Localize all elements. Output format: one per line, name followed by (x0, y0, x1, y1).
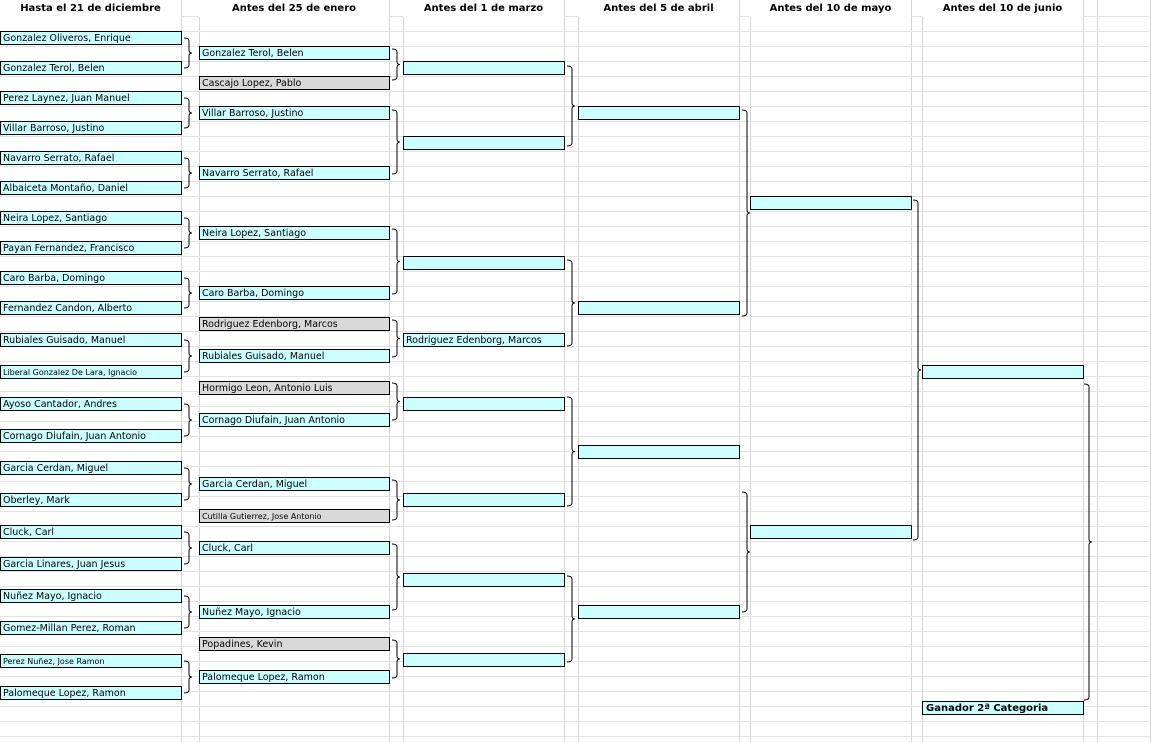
bracket-connector (184, 532, 192, 564)
bracket-connector (392, 49, 400, 80)
header-round-4: Antes del 5 de abril (578, 0, 739, 17)
bracket-connector (392, 544, 400, 610)
r1-player-cell[interactable]: Nuñez Mayo, Ignacio (0, 589, 182, 603)
bracket-connector (184, 218, 192, 248)
bracket-connector (742, 492, 750, 612)
r2-player-cell[interactable]: Palomeque Lopez, Ramon (199, 670, 390, 684)
r2-player-cell[interactable]: Caro Barba, Domingo (199, 286, 390, 300)
bracket-connector (567, 260, 575, 346)
r2-player-cell[interactable]: Nuñez Mayo, Ignacio (199, 605, 390, 619)
r2-player-cell[interactable]: Rubiales Guisado, Manuel (199, 349, 390, 363)
bracket-connector (567, 66, 575, 146)
r1-player-cell[interactable]: Caro Barba, Domingo (0, 271, 182, 285)
r1-player-cell[interactable]: Albaiceta Montaño, Daniel (0, 181, 182, 195)
header-round-3: Antes del 1 de marzo (403, 0, 564, 17)
r1-player-cell[interactable]: Gonzalez Oliveros, Enrique (0, 31, 182, 45)
header-round-5: Antes del 10 de mayo (750, 0, 911, 17)
bracket-connector (184, 98, 192, 128)
bracket-connector (184, 158, 192, 188)
r1-player-cell[interactable]: Rubiales Guisado, Manuel (0, 333, 182, 347)
r1-player-cell[interactable]: Fernandez Candon, Alberto (0, 301, 182, 315)
bracket-connector (567, 397, 575, 506)
header-round-6: Antes del 10 de junio (922, 0, 1083, 17)
bracket-connector (392, 383, 400, 420)
r1-player-cell[interactable]: Garcia Linares, Juan Jesus (0, 557, 182, 571)
r2-player-cell[interactable]: Navarro Serrato, Rafael (199, 166, 390, 180)
bracket-connector (184, 404, 192, 436)
header-round-2: Antes del 25 de enero (199, 0, 389, 17)
bracket-connector (742, 110, 750, 316)
bracket-connector (184, 661, 192, 693)
r1-player-cell[interactable]: Ayoso Cantador, Andres (0, 397, 182, 411)
r2-bye-cell[interactable]: Popadines, Kevin (199, 637, 390, 651)
r2-bye-cell[interactable]: Hormigo Leon, Antonio Luis (199, 381, 390, 395)
bracket-connector (184, 340, 192, 372)
bracket-connector (184, 468, 192, 500)
bracket-connector (184, 278, 192, 308)
bracket-connector (392, 320, 400, 357)
r1-player-cell[interactable]: Gomez-Millan Perez, Roman (0, 621, 182, 635)
r2-bye-cell[interactable]: Rodriguez Edenborg, Marcos (199, 317, 390, 331)
winner-label: Ganador 2ª Categoria (922, 701, 1084, 715)
bracket-connector (392, 229, 400, 294)
bracket-connector (392, 480, 400, 520)
bracket-connector (567, 576, 575, 662)
bracket-connector (392, 110, 400, 174)
r2-player-cell[interactable]: Garcia Cerdan, Miguel (199, 477, 390, 491)
r1-player-cell[interactable]: Payan Fernandez, Francisco (0, 241, 182, 255)
r2-player-cell[interactable]: Gonzalez Terol, Belen (199, 46, 390, 60)
r1-player-cell[interactable]: Villar Barroso, Justino (0, 121, 182, 135)
bracket-connector (184, 38, 192, 68)
bracket-connector (1084, 384, 1092, 700)
r1-player-cell[interactable]: Liberal Gonzalez De Lara, Ignacio (0, 365, 182, 379)
r1-player-cell[interactable]: Cluck, Carl (0, 525, 182, 539)
r3-player-cell[interactable]: Rodriguez Edenborg, Marcos (403, 333, 565, 347)
r1-player-cell[interactable]: Garcia Cerdan, Miguel (0, 461, 182, 475)
r2-bye-cell[interactable]: Cutilla Gutierrez, Jose Antonio (199, 509, 390, 523)
r1-player-cell[interactable]: Palomeque Lopez, Ramon (0, 686, 182, 700)
r2-player-cell[interactable]: Villar Barroso, Justino (199, 106, 390, 120)
bracket-connector (392, 640, 400, 678)
r1-player-cell[interactable]: Navarro Serrato, Rafael (0, 151, 182, 165)
header-round-1: Hasta el 21 de diciembre (0, 0, 181, 17)
r2-player-cell[interactable]: Cornago Diufain, Juan Antonio (199, 413, 390, 427)
r1-player-cell[interactable]: Oberley, Mark (0, 493, 182, 507)
r1-player-cell[interactable]: Gonzalez Terol, Belen (0, 61, 182, 75)
r1-player-cell[interactable]: Neira Lopez, Santiago (0, 211, 182, 225)
r1-player-cell[interactable]: Perez Laynez, Juan Manuel (0, 91, 182, 105)
r1-player-cell[interactable]: Cornago Diufain, Juan Antonio (0, 429, 182, 443)
r1-player-cell[interactable]: Perez Nuñez, Jose Ramon (0, 654, 182, 668)
bracket-connector (184, 596, 192, 628)
bracket-connector (913, 200, 921, 540)
r2-player-cell[interactable]: Cluck, Carl (199, 541, 390, 555)
r2-player-cell[interactable]: Neira Lopez, Santiago (199, 226, 390, 240)
r2-bye-cell[interactable]: Cascajo Lopez, Pablo (199, 76, 390, 90)
